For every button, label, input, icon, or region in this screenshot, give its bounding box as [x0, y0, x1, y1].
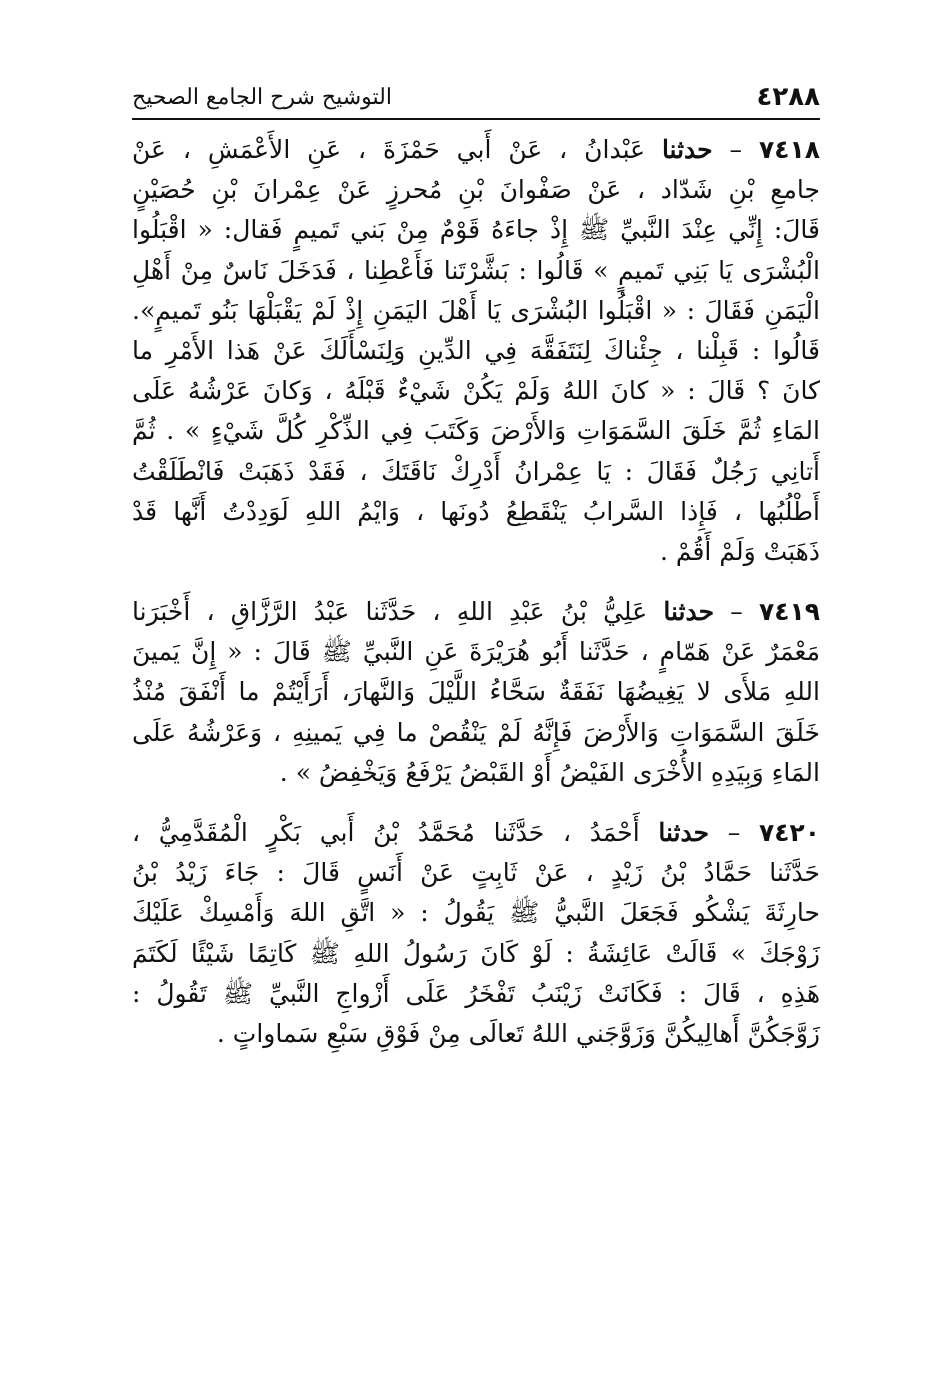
- hadith-line: اللهِ مَلأَى لا يَغِيضُهَا نَفَقَةٌ سَحَّاءُ اللَّيْلَ وَالنَّهارَ، أَرَأَيْتُمْ ما أَنْفَقَ مُنْذُ: [132, 677, 820, 707]
- hadith-line: كانَ ؟ قَالَ : « كانَ اللهُ وَلَمْ يَكُنْ شَيْءٌ قَبْلَهُ ، وَكانَ عَرْشُهُ عَلَى: [132, 376, 820, 406]
- hadith-first-line-text: عَلِيُّ بْنُ عَبْدِ اللهِ ، حَدَّثَنا عَبْدُ الرَّزَّاقِ ، أَخْبَرَنا: [132, 597, 664, 627]
- hadith-number: ٧٤١٩: [758, 597, 820, 627]
- hadith-7419: [132, 592, 820, 793]
- hadith-line: زَوَّجَكُنَّ أَهالِيكُنَّ وَزَوَّجَني اللهُ تَعالَى مِنْ فَوْقِ سَبْعِ سَماواتٍ .: [216, 1018, 820, 1048]
- hadith-line: حَدَّثَنا حَمَّادُ بْنُ زَيْدٍ ، عَنْ ثَابِتٍ عَنْ أَنَسٍ قَالَ : جَاءَ زَيْدُ بْنُ: [132, 858, 820, 888]
- hadith-line: زَوْجَكَ » قَالَتْ عَائِشَةُ : لَوْ كَانَ رَسُولُ اللهِ ﷺ كَاتِمًا شَيْئًا لَكَتَمَ: [132, 938, 820, 968]
- hadith-line: مَعْمَرٌ عَنْ هَمّامٍ ، حَدَّثَنا أَبُو هُرَيْرَةَ عَنِ النَّبيِّ ﷺ قَالَ : « إِنَّ يَمينَ: [132, 637, 820, 667]
- hadith-line: المَاءِ وَبِيَدِهِ الأُخْرَى الفَيْضُ أَوْ القَبْضُ يَرْفَعُ وَيَخْفِضُ » .: [279, 757, 820, 787]
- hadith-line: جامعِ بْنِ شَدّاد ، عَنْ صَفْوانَ بْنِ مُحرزٍ عَنْ عِمْرانَ بْنِ حُصَيْنٍ: [132, 175, 820, 205]
- page: [132, 78, 820, 1318]
- hadith-line: هَذِهِ ، قَالَ : فَكَانَتْ زَيْنَبُ تَفْخَرُ عَلَى أَزْواجِ النَّبيِّ ﷺ تَقُولُ :: [132, 978, 820, 1008]
- hadith-first-line: ٧٤١٩ – حدثنا عَلِيُّ بْنُ عَبْدِ اللهِ ، حَدَّثَنا عَبْدُ الرَّزَّاقِ ، أَخْبَرَنا: [132, 597, 820, 627]
- hadith-first-line-text: عَبْدانُ ، عَنْ أَبي حَمْزَةَ ، عَنِ الأَعْمَشِ ، عَنْ: [132, 135, 662, 164]
- hadith-line: المَاءِ ثُمَّ خَلَقَ السَّمَوَاتِ وَالأَرْضَ وَكَتَبَ فِي الذِّكْرِ كُلَّ شَيْءٍ » . ثُمَّ: [132, 416, 820, 446]
- hadith-first-line-text: أَحْمَدُ ، حَدَّثَنا مُحَمَّدُ بْنُ أَبي بَكْرٍ الْمُقَدَّمِيُّ ،: [132, 818, 659, 847]
- hadith-first-line: ٧٤٢٠ – حدثنا أَحْمَدُ ، حَدَّثَنا مُحَمَّدُ بْنُ أَبي بَكْرٍ الْمُقَدَّمِيُّ ،: [132, 818, 820, 847]
- hadith-number: ٧٤١٨: [758, 135, 820, 164]
- hadith-line: الْبُشْرَى يَا بَنِي تَميمٍ » قَالُوا : بَشَّرْتَنا فَأَعْطِنا ، فَدَخَلَ نَاسٌ مِنْ أَهْلِ: [132, 255, 820, 285]
- running-head: [132, 78, 820, 120]
- hadith-7420: [132, 813, 820, 1054]
- hadith-line: قَالَ: إِنِّي عِنْدَ النَّبيِّ ﷺ إِذْ جاءَهُ قَوْمٌ مِنْ بَني تَميمٍ فَقال: « اقْبَلُوا: [132, 215, 820, 245]
- hadith-line: ذَهَبَتْ وَلَمْ أَقُمْ .: [659, 536, 820, 566]
- narration-formula: حدثنا: [661, 135, 713, 164]
- hadith-line: الْيَمَنِ فَقَالَ : « اقْبَلُوا البُشْرَى يَا أَهْلَ اليَمَنِ إِذْ لَمْ يَقْبَلْهَا بَنُو تَميمٍ».: [132, 295, 820, 325]
- hadith-line: أَطْلُبُها ، فَإِذا السَّرابُ يَنْقَطِعُ دُونَها ، وَايْمُ اللهِ لَوَدِدْتُ أَنَّها قَدْ: [132, 496, 820, 526]
- hadith-line: أَتانِي رَجُلٌ فَقَالَ : يَا عِمْرانُ أَدْرِكْ نَاقَتَكَ ، فَقَدْ ذَهَبَتْ فَانْطَلَقْتُ: [132, 456, 820, 486]
- narration-formula: حدثنا: [663, 597, 715, 627]
- hadith-first-line: ٧٤١٨ – حدثنا عَبْدانُ ، عَنْ أَبي حَمْزَةَ ، عَنِ الأَعْمَشِ ، عَنْ: [132, 135, 820, 164]
- body-text: [132, 130, 820, 1054]
- book-title: التوشيح شرح الجامع الصحيح: [132, 85, 392, 110]
- narration-formula: حدثنا: [658, 818, 710, 847]
- hadith-7418: [132, 130, 820, 572]
- hadith-line: حارِثَةَ يَشْكُو فَجَعَلَ النَّبيُّ ﷺ يَقُولُ : « اتَّقِ اللهَ وَأَمْسِكْ عَلَيْكَ: [132, 898, 820, 928]
- hadith-line: قَالُوا : قَبِلْنا ، جِئْناكَ لِنَتَفَقَّهَ فِي الدِّينِ وَلِنَسْأَلَكَ عَنْ هَذا الأَمْرِ ما: [132, 335, 820, 365]
- hadith-number: ٧٤٢٠: [758, 818, 820, 847]
- page-number: ٤٢٨٨: [756, 82, 820, 112]
- hadith-line: خَلَقَ السَّمَوَاتِ وَالأَرْضَ فَإِنَّهُ لَمْ يَنْقُصْ ما فِي يَمينِهِ ، وَعَرْشُهُ عَلَى: [132, 717, 820, 747]
